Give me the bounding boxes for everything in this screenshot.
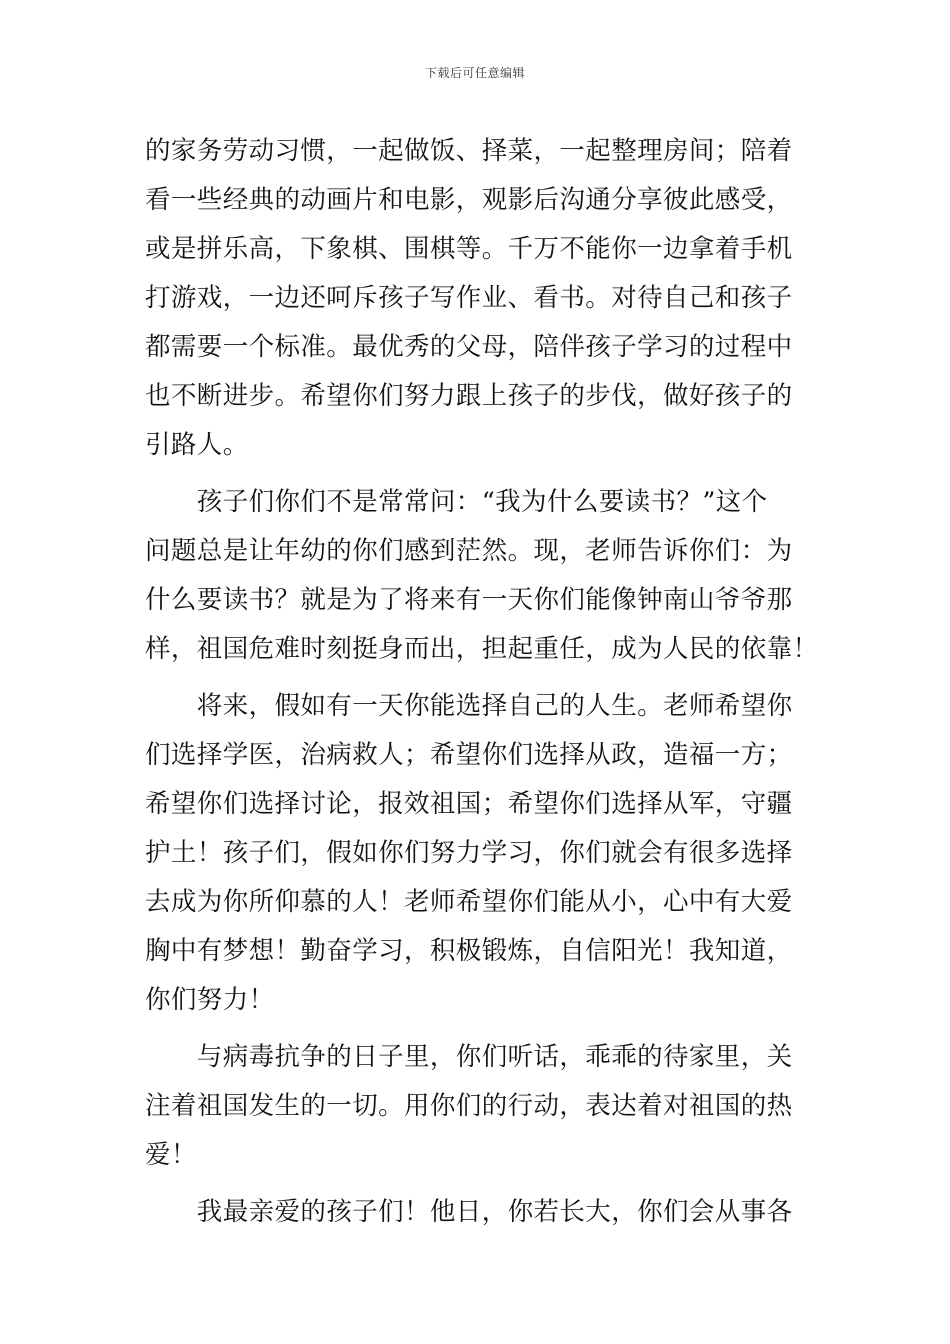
- text-line: 或是拼乐高，下象棋、围棋等。千万不能你一边拿着手机: [145, 234, 793, 264]
- text-line: 你们努力！: [145, 985, 275, 1015]
- text-line: 注着祖国发生的一切。用你们的行动，表达着对祖国的热: [145, 1091, 793, 1121]
- text-line: 们选择学医，治病救人；希望你们选择从政，造福一方；: [145, 740, 793, 770]
- text-line: 都需要一个标准。最优秀的父母，陪伴孩子学习的过程中: [145, 332, 793, 362]
- text-line: 问题总是让年幼的你们感到茫然。现，老师告诉你们：为: [145, 536, 793, 566]
- text-line: 的家务劳动习惯，一起做饭、择菜，一起整理房间；陪着: [145, 136, 793, 166]
- paragraph-start: 孩子们你们不是常常问：“我为什么要读书？”这个: [145, 487, 768, 517]
- text-line: 样，祖国危难时刻挺身而出，担起重任，成为人民的依靠！: [145, 634, 819, 664]
- text-line: 打游戏，一边还呵斥孩子写作业、看书。对待自己和孩子: [145, 283, 793, 313]
- page-header: 下载后可任意编辑: [424, 66, 525, 80]
- text-line: 爱！: [145, 1140, 197, 1170]
- body-text: [145, 127, 819, 1237]
- paragraph-start: 与病毒抗争的日子里，你们听话，乖乖的待家里，关: [145, 1042, 793, 1072]
- text-line: 也不断进步。希望你们努力跟上孩子的步伐，做好孩子的: [145, 381, 793, 411]
- text-line: 引路人。: [145, 430, 249, 460]
- text-line: 去成为你所仰慕的人！老师希望你们能从小，心中有大爱: [145, 887, 793, 917]
- text-line: 什么要读书？就是为了将来有一天你们能像钟南山爷爷那: [145, 585, 793, 615]
- text-line: 护土！孩子们，假如你们努力学习，你们就会有很多选择: [145, 838, 793, 868]
- text-line: 胸中有梦想！勤奋学习，积极锻炼，自信阳光！我知道，: [145, 936, 793, 966]
- paragraph-start: 将来，假如有一天你能选择自己的人生。老师希望你: [145, 691, 793, 721]
- paragraph-start: 我最亲爱的孩子们！他日，你若长大，你们会从事各: [145, 1197, 793, 1227]
- text-line: 看一些经典的动画片和电影，观影后沟通分享彼此感受，: [145, 185, 793, 215]
- text-line: 希望你们选择讨论，报效祖国；希望你们选择从军，守疆: [145, 789, 793, 819]
